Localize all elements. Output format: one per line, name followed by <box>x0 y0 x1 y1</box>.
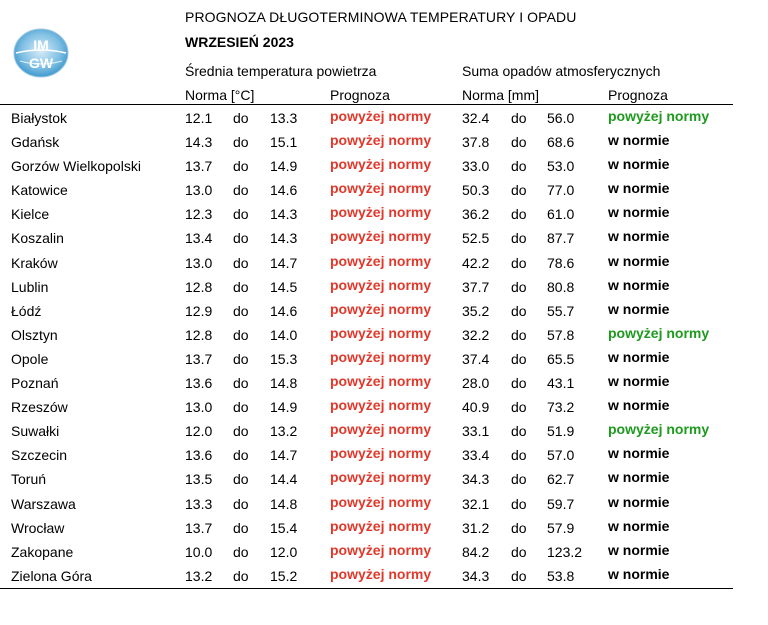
precipitation-norm-min: 34.3 <box>462 567 490 584</box>
table-row <box>0 349 768 373</box>
imgw-logo-graphic <box>12 27 70 79</box>
temperature-range-word: do <box>233 254 249 271</box>
temperature-range-word: do <box>233 567 249 584</box>
table-row <box>0 228 768 252</box>
forecast-table-body <box>0 108 768 590</box>
city-name: Kielce <box>11 206 50 223</box>
temperature-norm-min: 13.6 <box>185 375 213 392</box>
precipitation-norm-max: 59.7 <box>547 495 575 512</box>
temperature-norm-max: 14.6 <box>270 302 298 319</box>
temperature-norm-min: 13.7 <box>185 519 213 536</box>
temperature-norm-header: Norma [°C] <box>185 87 255 103</box>
temperature-norm-min: 13.6 <box>185 447 213 464</box>
precipitation-norm-min: 42.2 <box>462 254 490 271</box>
temperature-norm-min: 14.3 <box>185 134 213 151</box>
city-name: Wrocław <box>11 519 65 536</box>
precipitation-norm-min: 32.2 <box>462 326 490 343</box>
precipitation-forecast: w normie <box>608 373 670 390</box>
precipitation-norm-min: 28.0 <box>462 375 490 392</box>
temperature-norm-max: 15.1 <box>270 134 298 151</box>
precipitation-norm-min: 33.4 <box>462 447 490 464</box>
temperature-norm-min: 13.0 <box>185 254 213 271</box>
precipitation-norm-min: 36.2 <box>462 206 490 223</box>
temperature-forecast: powyżej normy <box>330 252 432 269</box>
temperature-range-word: do <box>233 423 249 440</box>
table-row <box>0 253 768 277</box>
city-name: Zakopane <box>11 543 74 560</box>
temperature-range-word: do <box>233 543 249 560</box>
precipitation-forecast: w normie <box>608 276 670 293</box>
table-row <box>0 421 768 445</box>
precipitation-norm-max: 78.6 <box>547 254 575 271</box>
temperature-norm-max: 14.5 <box>270 278 298 295</box>
page-title: PROGNOZA DŁUGOTERMINOWA TEMPERATURY I OPADU <box>185 9 577 25</box>
table-row <box>0 469 768 493</box>
temperature-range-word: do <box>233 302 249 319</box>
precipitation-norm-min: 37.7 <box>462 278 490 295</box>
temperature-range-word: do <box>233 399 249 416</box>
table-bottom-rule <box>0 588 733 589</box>
precipitation-range-word: do <box>511 375 527 392</box>
precipitation-forecast: w normie <box>608 517 670 534</box>
precipitation-norm-min: 33.0 <box>462 158 490 175</box>
table-top-rule <box>0 104 733 105</box>
precipitation-norm-min: 35.2 <box>462 302 490 319</box>
precipitation-norm-max: 53.8 <box>547 567 575 584</box>
precipitation-group-header: Suma opadów atmosferycznych <box>462 63 661 79</box>
precipitation-norm-max: 53.0 <box>547 158 575 175</box>
precipitation-forecast-header: Prognoza <box>608 87 668 103</box>
precipitation-range-word: do <box>511 423 527 440</box>
precipitation-range-word: do <box>511 326 527 343</box>
temperature-norm-min: 13.5 <box>185 471 213 488</box>
precipitation-range-word: do <box>511 254 527 271</box>
temperature-range-word: do <box>233 471 249 488</box>
precipitation-norm-max: 62.7 <box>547 471 575 488</box>
precipitation-norm-min: 52.5 <box>462 230 490 247</box>
city-name: Białystok <box>11 110 68 126</box>
table-row <box>0 156 768 180</box>
precipitation-norm-header: Norma [mm] <box>462 87 539 103</box>
precipitation-forecast: powyżej normy <box>608 108 710 124</box>
city-name: Suwałki <box>11 423 60 440</box>
precipitation-forecast: w normie <box>608 300 670 317</box>
precipitation-norm-max: 80.8 <box>547 278 575 295</box>
logo-text-bottom: GW <box>28 55 54 71</box>
table-row <box>0 445 768 469</box>
precipitation-range-word: do <box>511 230 527 247</box>
temperature-range-word: do <box>233 350 249 367</box>
temperature-norm-max: 15.3 <box>270 350 298 367</box>
precipitation-range-word: do <box>511 471 527 488</box>
city-name: Zielona Góra <box>11 567 92 584</box>
precipitation-range-word: do <box>511 134 527 151</box>
precipitation-forecast: w normie <box>608 565 670 582</box>
precipitation-range-word: do <box>511 567 527 584</box>
temperature-range-word: do <box>233 495 249 512</box>
precipitation-range-word: do <box>511 399 527 416</box>
temperature-forecast: powyżej normy <box>330 397 432 414</box>
temperature-forecast: powyżej normy <box>330 300 432 317</box>
temperature-range-word: do <box>233 134 249 151</box>
temperature-norm-min: 13.7 <box>185 350 213 367</box>
precipitation-norm-max: 73.2 <box>547 399 575 416</box>
precipitation-forecast: w normie <box>608 156 670 173</box>
temperature-forecast: powyżej normy <box>330 324 432 341</box>
temperature-forecast: powyżej normy <box>330 469 432 486</box>
temperature-range-word: do <box>233 158 249 175</box>
temperature-range-word: do <box>233 375 249 392</box>
temperature-range-word: do <box>233 278 249 295</box>
precipitation-norm-max: 43.1 <box>547 375 575 392</box>
precipitation-forecast: w normie <box>608 541 670 558</box>
temperature-norm-min: 13.4 <box>185 230 213 247</box>
temperature-norm-max: 14.4 <box>270 471 298 488</box>
table-row <box>0 204 768 228</box>
precipitation-norm-min: 32.1 <box>462 495 490 512</box>
city-name: Gdańsk <box>11 134 60 151</box>
precipitation-forecast: w normie <box>608 493 670 510</box>
page-subtitle: WRZESIEŃ 2023 <box>185 34 294 50</box>
temperature-range-word: do <box>233 182 249 199</box>
precipitation-range-word: do <box>511 519 527 536</box>
temperature-norm-max: 14.0 <box>270 326 298 343</box>
table-row <box>0 566 768 590</box>
temperature-norm-min: 12.8 <box>185 326 213 343</box>
city-name: Gorzów Wielkopolski <box>11 158 141 175</box>
table-row <box>0 518 768 542</box>
precipitation-norm-max: 68.6 <box>547 134 575 151</box>
temperature-norm-min: 12.0 <box>185 423 213 440</box>
table-row <box>0 108 768 132</box>
city-name: Olsztyn <box>11 326 58 343</box>
precipitation-forecast: w normie <box>608 180 670 197</box>
city-name: Toruń <box>11 471 47 488</box>
precipitation-norm-min: 37.8 <box>462 134 490 151</box>
precipitation-forecast: w normie <box>608 348 670 365</box>
temperature-norm-min: 12.3 <box>185 206 213 223</box>
temperature-forecast: powyżej normy <box>330 108 432 124</box>
temperature-forecast: powyżej normy <box>330 445 432 462</box>
precipitation-range-word: do <box>511 447 527 464</box>
precipitation-norm-min: 34.3 <box>462 471 490 488</box>
city-name: Warszawa <box>11 495 76 512</box>
city-name: Opole <box>11 350 49 367</box>
temperature-norm-max: 14.8 <box>270 495 298 512</box>
temperature-norm-min: 13.3 <box>185 495 213 512</box>
city-name: Rzeszów <box>11 399 68 416</box>
precipitation-norm-min: 32.4 <box>462 110 490 126</box>
precipitation-norm-max: 56.0 <box>547 110 575 126</box>
temperature-norm-min: 13.7 <box>185 158 213 175</box>
precipitation-range-word: do <box>511 206 527 223</box>
temperature-norm-max: 14.9 <box>270 399 298 416</box>
temperature-norm-min: 13.2 <box>185 567 213 584</box>
temperature-forecast: powyżej normy <box>330 421 432 438</box>
precipitation-norm-max: 57.9 <box>547 519 575 536</box>
city-name: Łódź <box>11 302 42 319</box>
precipitation-forecast: w normie <box>608 252 670 269</box>
precipitation-forecast: w normie <box>608 445 670 462</box>
precipitation-norm-max: 57.8 <box>547 326 575 343</box>
imgw-logo <box>12 27 70 79</box>
table-row <box>0 132 768 156</box>
temperature-range-word: do <box>233 230 249 247</box>
temperature-norm-min: 10.0 <box>185 543 213 560</box>
precipitation-norm-max: 123.2 <box>547 543 583 560</box>
temperature-norm-max: 14.7 <box>270 254 298 271</box>
precipitation-forecast: w normie <box>608 469 670 486</box>
precipitation-range-word: do <box>511 110 527 126</box>
precipitation-forecast: w normie <box>608 397 670 414</box>
precipitation-range-word: do <box>511 158 527 175</box>
temperature-forecast: powyżej normy <box>330 228 432 245</box>
precipitation-forecast: w normie <box>608 204 670 221</box>
table-row <box>0 542 768 566</box>
precipitation-forecast: powyżej normy <box>608 421 710 438</box>
temperature-norm-min: 12.9 <box>185 302 213 319</box>
temperature-norm-max: 14.3 <box>270 206 298 223</box>
precipitation-norm-max: 77.0 <box>547 182 575 199</box>
precipitation-forecast: w normie <box>608 132 670 149</box>
logo-text-top: IM <box>33 37 49 53</box>
precipitation-norm-max: 55.7 <box>547 302 575 319</box>
city-name: Lublin <box>11 278 49 295</box>
precipitation-range-word: do <box>511 350 527 367</box>
precipitation-norm-min: 33.1 <box>462 423 490 440</box>
temperature-forecast: powyżej normy <box>330 493 432 510</box>
temperature-range-word: do <box>233 519 249 536</box>
table-row <box>0 325 768 349</box>
precipitation-norm-min: 31.2 <box>462 519 490 536</box>
temperature-forecast: powyżej normy <box>330 565 432 582</box>
temperature-norm-min: 12.8 <box>185 278 213 295</box>
temperature-norm-max: 15.2 <box>270 567 298 584</box>
city-name: Kraków <box>11 254 58 271</box>
temperature-forecast: powyżej normy <box>330 373 432 390</box>
table-row <box>0 373 768 397</box>
temperature-norm-min: 13.0 <box>185 399 213 416</box>
temperature-norm-min: 13.0 <box>185 182 213 199</box>
temperature-range-word: do <box>233 206 249 223</box>
precipitation-range-word: do <box>511 543 527 560</box>
temperature-norm-max: 14.9 <box>270 158 298 175</box>
temperature-forecast-header: Prognoza <box>330 87 390 103</box>
precipitation-norm-min: 50.3 <box>462 182 490 199</box>
temperature-norm-max: 14.7 <box>270 447 298 464</box>
precipitation-norm-max: 57.0 <box>547 447 575 464</box>
city-name: Katowice <box>11 182 68 199</box>
temperature-group-header: Średnia temperatura powietrza <box>185 63 377 79</box>
precipitation-norm-min: 84.2 <box>462 543 490 560</box>
precipitation-range-word: do <box>511 495 527 512</box>
temperature-range-word: do <box>233 326 249 343</box>
temperature-norm-max: 12.0 <box>270 543 298 560</box>
precipitation-range-word: do <box>511 302 527 319</box>
temperature-forecast: powyżej normy <box>330 132 432 149</box>
temperature-norm-max: 14.3 <box>270 230 298 247</box>
temperature-norm-max: 13.2 <box>270 423 298 440</box>
temperature-forecast: powyżej normy <box>330 276 432 293</box>
table-row <box>0 180 768 204</box>
precipitation-norm-max: 61.0 <box>547 206 575 223</box>
precipitation-norm-max: 51.9 <box>547 423 575 440</box>
temperature-norm-min: 12.1 <box>185 110 213 126</box>
temperature-forecast: powyżej normy <box>330 541 432 558</box>
temperature-norm-max: 14.8 <box>270 375 298 392</box>
precipitation-norm-min: 37.4 <box>462 350 490 367</box>
city-name: Poznań <box>11 375 59 392</box>
temperature-norm-max: 13.3 <box>270 110 298 126</box>
temperature-forecast: powyżej normy <box>330 180 432 197</box>
temperature-forecast: powyżej normy <box>330 204 432 221</box>
temperature-norm-max: 14.6 <box>270 182 298 199</box>
table-row <box>0 301 768 325</box>
temperature-range-word: do <box>233 110 249 126</box>
precipitation-forecast: w normie <box>608 228 670 245</box>
precipitation-norm-min: 40.9 <box>462 399 490 416</box>
temperature-range-word: do <box>233 447 249 464</box>
city-name: Szczecin <box>11 447 68 464</box>
table-row <box>0 494 768 518</box>
table-row <box>0 277 768 301</box>
precipitation-range-word: do <box>511 182 527 199</box>
precipitation-norm-max: 65.5 <box>547 350 575 367</box>
precipitation-range-word: do <box>511 278 527 295</box>
temperature-forecast: powyżej normy <box>330 348 432 365</box>
table-row <box>0 397 768 421</box>
temperature-forecast: powyżej normy <box>330 517 432 534</box>
temperature-norm-max: 15.4 <box>270 519 298 536</box>
precipitation-forecast: powyżej normy <box>608 324 710 341</box>
temperature-forecast: powyżej normy <box>330 156 432 173</box>
precipitation-norm-max: 87.7 <box>547 230 575 247</box>
city-name: Koszalin <box>11 230 64 247</box>
